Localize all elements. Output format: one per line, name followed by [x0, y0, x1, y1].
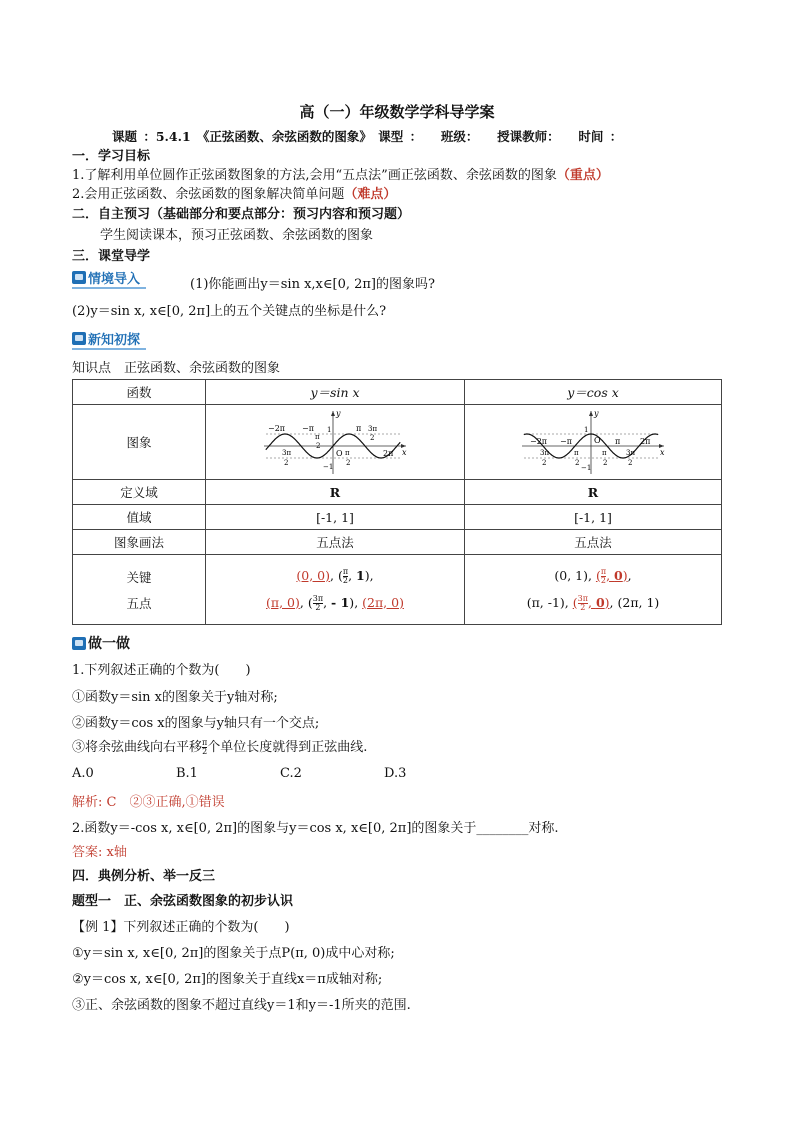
- practice-answer-2: 答案: x轴: [72, 845, 127, 860]
- range-cos: [-1, 1]: [465, 505, 722, 530]
- option-d: D.3: [384, 766, 407, 781]
- preview-body: 学生阅读课本，预习正弦函数、余弦函数的图象: [100, 228, 374, 243]
- cos-label-origin: O: [594, 436, 601, 445]
- section-preview-heading: 二．自主预习（基础部分和要点部分：预习内容和预习题）: [72, 207, 411, 222]
- practice-statement-3: [72, 736, 367, 756]
- cosine-graph: [518, 408, 668, 478]
- scene-tag: [72, 268, 146, 289]
- example-statement-3: ③正、余弦函数的图象不超过直线y＝1和y＝-1所夹的范围.: [72, 998, 411, 1013]
- goal-item-2-text: 2.会用正弦函数、余弦函数的图象解决简单问题: [72, 187, 345, 202]
- knowledge-point-title: 知识点 正弦函数、余弦函数的图象: [72, 361, 281, 376]
- cos-label-x: x: [660, 448, 665, 457]
- practice-question-1: 1.下列叙述正确的个数为( ): [72, 663, 251, 678]
- key-points-sin: (0, 0), ( $\frac{\pi}{2}$ , 1), (π, 0), ( $\frac{3\pi}{2}$ , - 1), (2π, 0): [206, 555, 465, 625]
- practice-s3-a: ③将余弦曲线向右平移: [72, 740, 203, 755]
- cos-key-point-3: (π, -1): [526, 594, 565, 610]
- section-guide-heading: 三．课堂导学: [72, 249, 151, 264]
- sin-key-point-2: ( $\frac{\pi}{2}$ , 1): [337, 566, 370, 585]
- cos-label-m1: −1: [581, 464, 592, 472]
- cos-label-m2pi: −2π: [530, 437, 548, 446]
- goal-item-1: [72, 164, 609, 183]
- cos-label-y: y: [594, 409, 599, 418]
- range-sin: [-1, 1]: [206, 505, 465, 530]
- practice-statement-2: ②函数y＝cos x的图象与y轴只有一个交点;: [72, 716, 320, 731]
- cos-key-point-5: (2π, 1): [617, 594, 660, 610]
- cos-label-pi2: π: [602, 449, 607, 457]
- cos-p4-num: 3π: [577, 593, 588, 603]
- domain-cos: R: [465, 480, 722, 505]
- sin-label-m1: −1: [323, 463, 334, 471]
- sin-p4-num: 3π: [312, 593, 324, 603]
- header-function: 函数: [73, 380, 206, 405]
- sin-key-point-4: ( $\frac{3\pi}{2}$ , - 1): [307, 593, 355, 612]
- sin-p2-num: π: [342, 566, 349, 576]
- scene-tag-label: 情境导入: [88, 272, 141, 287]
- example-statement-1: ①y＝sin x, x∈[0, 2π]的图象关于点P(π, 0)成中心对称;: [72, 946, 395, 961]
- goal-item-1-tag: （重点）: [556, 168, 609, 183]
- cos-label-3pi2: 3π: [626, 449, 636, 457]
- cos-p4-val: 0: [595, 594, 605, 610]
- sin-label-1: 1: [327, 426, 332, 434]
- sin-label-origin: O: [336, 449, 343, 458]
- section-examples-heading: 四．典例分析、举一反三: [72, 869, 216, 884]
- practice-s3-b: 个单位长度就得到正弦曲线.: [207, 740, 368, 755]
- cos-label-pi2-den: 2: [603, 459, 608, 467]
- row-graph-label: 图象: [73, 405, 206, 480]
- cos-label-3pi2-den: 2: [628, 459, 633, 467]
- cos-key-point-4: ( $\frac{3\pi}{2}$ , 0): [572, 593, 610, 612]
- sin-label-mpi: −π: [302, 424, 314, 433]
- sin-graph-cell: [206, 405, 465, 480]
- method-cos: 五点法: [465, 530, 722, 555]
- sin-label-2pi: 2π: [383, 449, 394, 458]
- practice-s3-num: π: [202, 738, 208, 747]
- goal-item-1-text: 1.了解利用单位圆作正弦函数图象的方法,会用“五点法”画正弦函数、余弦函数的图象: [72, 168, 557, 183]
- practice-statement-1: ①函数y＝sin x的图象关于y轴对称;: [72, 690, 278, 705]
- goal-item-2: [72, 183, 396, 202]
- row-domain-label: 定义域: [73, 480, 206, 505]
- header-cos: y＝cos x: [465, 380, 722, 405]
- section-goals-heading: 一．学习目标: [72, 149, 151, 164]
- page-title: 高（一）年级数学学科导学案: [299, 103, 495, 121]
- book-icon: [72, 271, 86, 284]
- pencil-icon: [72, 637, 86, 650]
- cos-p2-num: π: [600, 566, 607, 576]
- sin-label-y: y: [336, 409, 341, 418]
- option-c: C.2: [280, 766, 302, 781]
- new-knowledge-label: 新知初探: [88, 333, 141, 348]
- row-range-label: 值域: [73, 505, 206, 530]
- cos-key-point-1: (0, 1): [554, 567, 588, 583]
- sin-label-mpi2: π: [315, 433, 320, 441]
- sin-key-point-1: (0, 0): [296, 567, 330, 583]
- cos-key-point-2: ( $\frac{\pi}{2}$ , 0): [595, 566, 628, 585]
- sin-p2-val: 1: [356, 567, 365, 583]
- sin-label-x: x: [402, 448, 407, 457]
- sin-label-m3pi2: 3π: [282, 449, 292, 457]
- practice-tag: [72, 633, 136, 654]
- option-a: A.0: [72, 766, 94, 781]
- cos-label-mpi2: π: [574, 449, 579, 457]
- sin-label-m3pi2-den: 2: [284, 459, 289, 467]
- cos-graph-cell: [465, 405, 722, 480]
- sin-label-pi2: π: [345, 449, 350, 457]
- header-sin: y＝sin x: [206, 380, 465, 405]
- method-sin: 五点法: [206, 530, 465, 555]
- sin-label-pi2-den: 2: [346, 459, 351, 467]
- scene-question-2: (2)y＝sin x, x∈[0, 2π]上的五个关键点的坐标是什么?: [72, 304, 387, 319]
- function-table: [72, 379, 722, 625]
- row-key-label-2: 五点: [126, 595, 152, 611]
- row-method-label: 图象画法: [73, 530, 206, 555]
- example-statement-2: ②y＝cos x, x∈[0, 2π]的图象关于直线x＝π成轴对称;: [72, 972, 383, 987]
- magnifier-book-icon: [72, 332, 86, 345]
- domain-sin: R: [206, 480, 465, 505]
- sin-label-3pi2-den: 2: [370, 434, 375, 442]
- sin-label-pi: π: [356, 424, 362, 433]
- cos-label-mpi: −π: [560, 437, 572, 446]
- row-key-label: [73, 555, 206, 625]
- sine-graph: [260, 408, 410, 478]
- example-1: 【例 1】下列叙述正确的个数为( ): [72, 920, 290, 935]
- question-type-1: 题型一 正、余弦函数图象的初步认识: [72, 894, 294, 909]
- cos-label-mpi2-den: 2: [575, 459, 580, 467]
- sin-label-mpi2-den: 2: [316, 442, 321, 450]
- option-b: B.1: [176, 766, 198, 781]
- new-knowledge-tag: [72, 329, 146, 350]
- lesson-meta: 课题 ：5.4.1 《正弦函数、余弦函数的图象》 课型 ： 班级： 授课教师： 时间 ：: [112, 129, 623, 144]
- cos-p4-den: 2: [580, 602, 586, 612]
- sin-p4-val: - 1: [331, 594, 350, 610]
- sin-p2-den: 2: [342, 575, 348, 585]
- cos-label-m3pi2: 3π: [540, 449, 550, 457]
- sin-key-point-3: (π, 0): [266, 594, 300, 610]
- cos-label-2pi: 2π: [640, 437, 651, 446]
- practice-question-2: 2.函数y＝-cos x, x∈[0, 2π]的图象与y＝cos x, x∈[0, 2π]的图象关于________对称.: [72, 821, 559, 836]
- sin-key-point-5: (2π, 0): [362, 594, 404, 610]
- sin-label-3pi2: 3π: [368, 425, 378, 433]
- row-key-label-1: 关键: [126, 569, 152, 585]
- key-points-cos: (0, 1), ( $\frac{\pi}{2}$ , 0), (π, -1), ( $\frac{3\pi}{2}$ , 0), (2π, 1): [465, 555, 722, 625]
- sin-p4-den: 2: [315, 602, 321, 612]
- practice-answer-1: 解析: C ②③正确,①错误: [72, 795, 225, 810]
- cos-label-m3pi2-den: 2: [542, 459, 547, 467]
- cos-label-pi: π: [615, 437, 621, 446]
- practice-s3-den: 2: [202, 747, 208, 756]
- scene-question-1: (1)你能画出y＝sin x,x∈[0, 2π]的图象吗?: [190, 277, 435, 292]
- cos-p2-val: 0: [614, 567, 623, 583]
- practice-tag-label: 做一做: [88, 636, 130, 652]
- cos-p2-den: 2: [600, 575, 606, 585]
- sin-label-m2pi: −2π: [268, 424, 286, 433]
- goal-item-2-tag: （难点）: [344, 187, 397, 202]
- cos-label-1: 1: [584, 426, 589, 434]
